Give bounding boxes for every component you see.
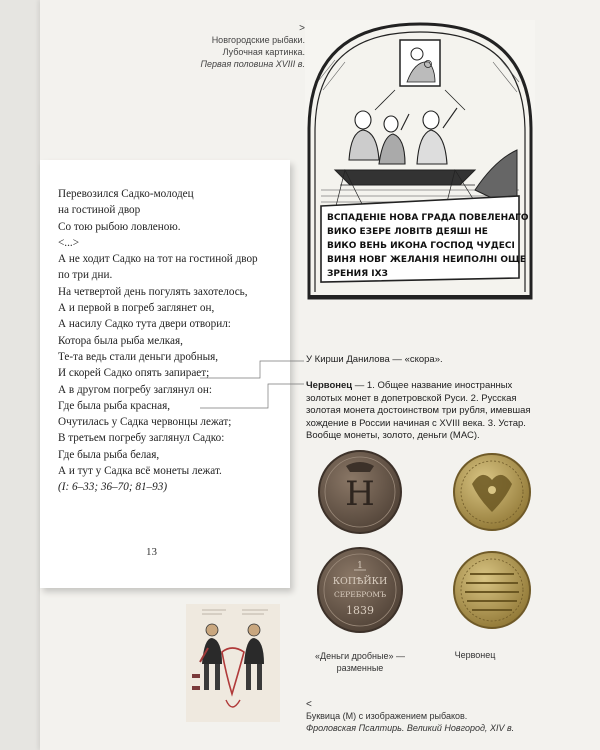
caption-line: разменные <box>336 663 384 673</box>
verse-line: Очутилась у Садка червонцы лежат; <box>58 416 232 429</box>
caption-arrow-icon: > <box>299 23 305 34</box>
inscription-line: ВИКО ЕЗЕРЕ ЛОВІТВ ДЕЯШІ НЕ <box>327 227 488 237</box>
coins-illustration <box>310 450 550 640</box>
inscription-line: ЗРЕНИЯ ІХЗ <box>327 269 388 279</box>
inscription-line: ВИНЯ НОВГ ЖЕЛАНІЯ НЕИПОЛНІ ОЩЕ <box>327 255 527 265</box>
woodcut-caption <box>150 24 305 70</box>
caption-line: Буквица (М) с изображением рыбаков. <box>306 711 468 721</box>
copper-coin-monogram <box>319 451 401 533</box>
note-skora: У Кирши Данилова — «скора». <box>306 354 443 365</box>
verse-line: А насилу Садко тута двери отворил: <box>58 318 231 331</box>
verse-line: Где была рыба белая, <box>58 448 160 461</box>
verse-line: В третьем погребу заглянул Садко: <box>58 432 225 445</box>
verse-line: А не ходит Садко на тот на гостиной двор <box>58 253 258 266</box>
gold-coin-script <box>454 552 530 628</box>
note-term: Червонец <box>306 380 353 391</box>
verse-line: Котора была рыба мелкая, <box>58 334 183 347</box>
coin-line: СЕРЕБРОМЪ <box>333 590 387 599</box>
verse-line: И скорей Садко опять запирает; <box>58 367 210 380</box>
caption-arrow-icon: < <box>306 699 312 710</box>
verse-line: <...> <box>58 236 80 249</box>
coin-caption-small-change <box>310 650 410 674</box>
verse-line: на гостиной двор <box>58 204 141 217</box>
verse-line: Те-та ведь стали деньги дробныя, <box>58 350 219 363</box>
copper-coin-denomination <box>318 548 402 632</box>
note-pointer-lines <box>200 340 310 410</box>
coin-line: 1 <box>357 561 363 571</box>
verse-line: А и тут у Садка всё монеты лежат. <box>58 465 222 478</box>
coin-year: 1839 <box>346 604 374 617</box>
caption-line: «Деньги дробные» — <box>315 651 405 661</box>
inscription-line: ВИКО ВЕНЬ ИКОНА ГОСПОД ЧУДЕСІ <box>327 241 515 251</box>
coin-caption-chervonets: Червонец <box>454 650 496 660</box>
woodcut-illustration <box>305 20 535 300</box>
verse-line: Где была рыба красная, <box>58 399 171 412</box>
note-chervonets <box>306 380 538 443</box>
page-number: 13 <box>146 546 157 558</box>
verse-line: А в другом погребу заглянул он: <box>58 383 212 396</box>
psalter-illustration <box>186 604 280 722</box>
coin-line: КОПѢЙКИ <box>332 576 388 587</box>
note-definition: — 1. Общее название иностранных золотых монет в допетровской Руси. 2. Русская золотая монета достоинством три рубля, имевшая хождение в России начиная с XVIII века. 3. Устар. Вообще монеты, золото, деньги (МАС). <box>306 380 531 442</box>
inscription-line: ВСПАДЕНIЕ НОВА ГРАДА ПОВЕЛЕНАГО <box>327 213 529 223</box>
caption-line: Новгородские рыбаки. <box>211 35 305 45</box>
svg-text:Н: Н <box>345 474 375 514</box>
verse-line: А и первой в погреб заглянет он, <box>58 302 215 315</box>
gold-coin-eagle <box>454 454 530 530</box>
verse-line: На четвертой день погулять захотелось, <box>58 285 248 298</box>
verse-line: по три дни. <box>58 269 113 282</box>
verse-line: (I: 6–33; 36–70; 81–93) <box>58 481 168 494</box>
caption-line: Лубочная картинка. <box>222 47 305 57</box>
psalter-caption <box>306 700 556 734</box>
caption-line: Первая половина XVIII в. <box>200 59 305 69</box>
verse-line: Со тою рыбою ловленою. <box>58 220 181 233</box>
verse-line: Перевозился Садко-молодец <box>58 188 194 200</box>
caption-line: Фроловская Псалтирь. Великий Новгород, XIV в. <box>306 723 515 733</box>
